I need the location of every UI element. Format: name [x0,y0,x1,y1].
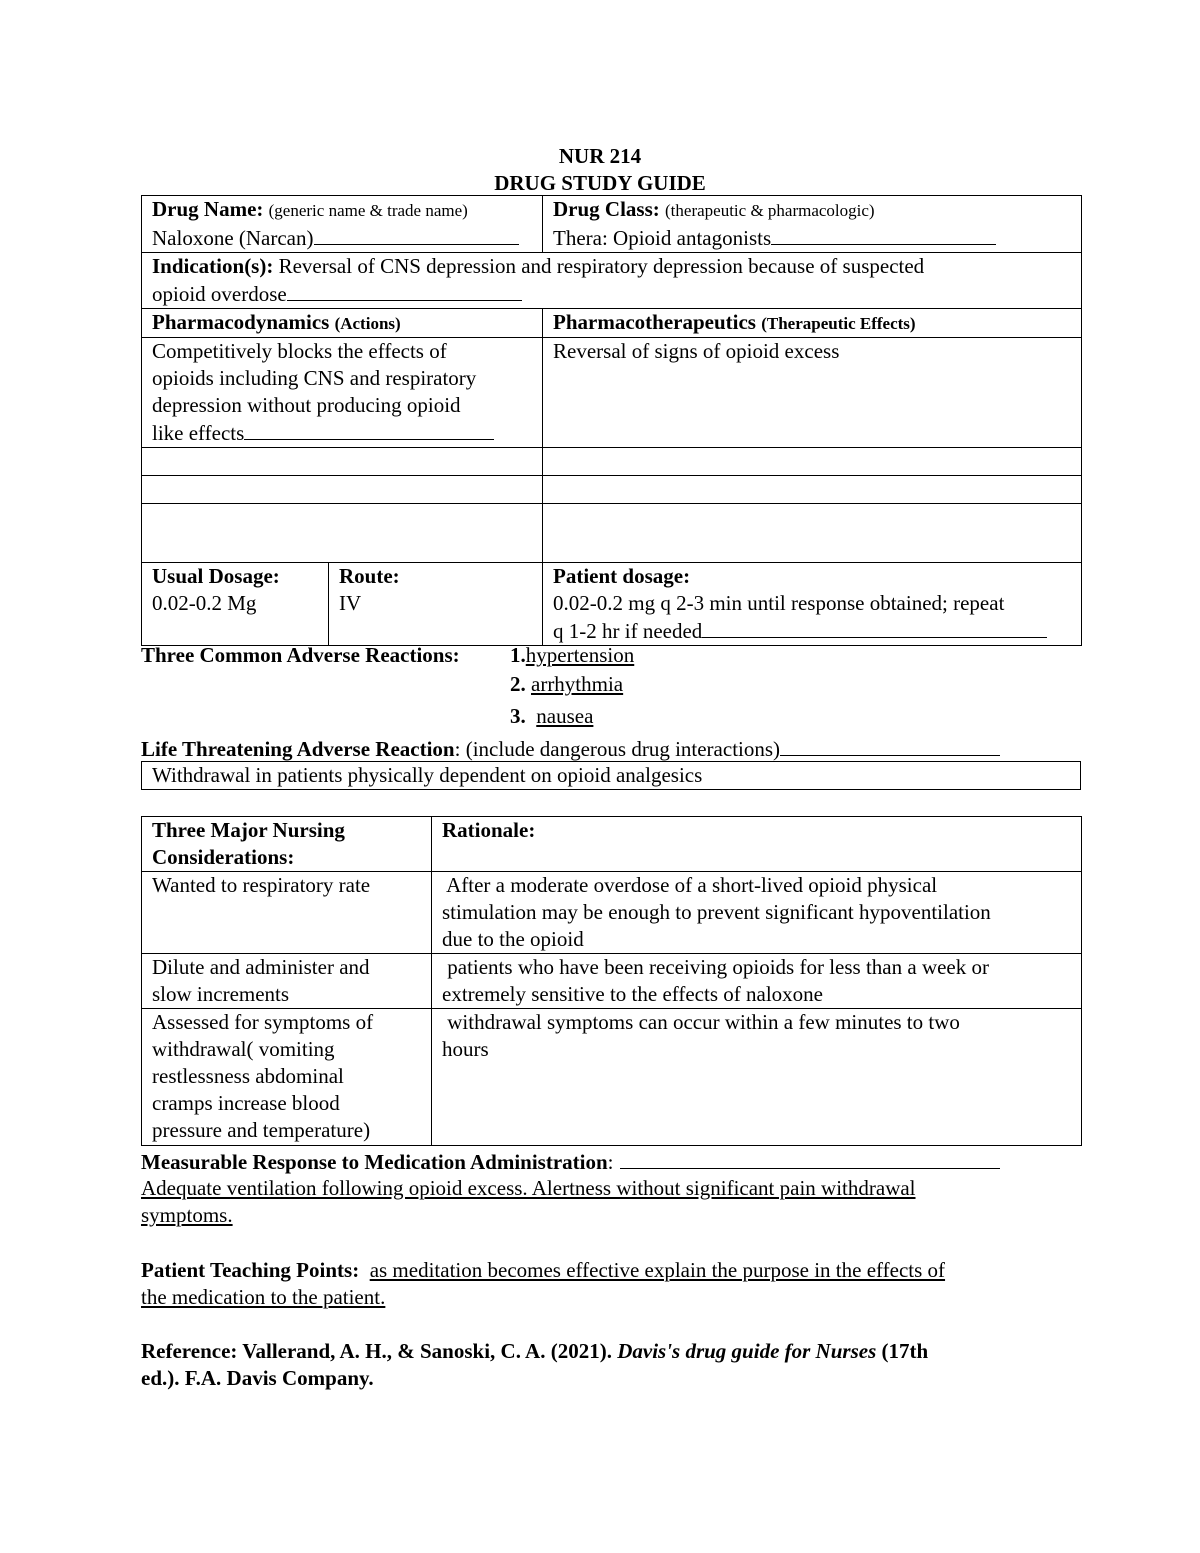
rationale-line: due to the opioid [442,927,584,951]
blank-line [287,280,522,301]
adverse-num: 2. [510,672,526,696]
course-code: NUR 214 [558,144,642,168]
reference-line1 [141,1338,1081,1365]
usual-dosage-cell [142,563,329,646]
blank-line [702,617,1047,638]
blank-line [780,735,1000,756]
drug-name-value: Naloxone (Narcan) [152,226,314,250]
patient-dosage-line1: 0.02-0.2 mg q 2-3 min until response obtained; repeat [553,591,1005,615]
rationale-cell [432,1009,1082,1146]
reference-title: Davis's drug guide for Nurses [617,1339,877,1363]
adverse-reactions-label: Three Common Adverse Reactions: [141,643,460,667]
teaching-points-heading [141,1257,1081,1284]
rationale-line: extremely sensitive to the effects of naloxone [442,982,823,1006]
consideration-line: restlessness abdominal [152,1064,344,1088]
empty-cell [543,448,1082,476]
consideration-cell [142,954,432,1009]
life-threatening-label: Life Threatening Adverse Reaction [141,737,455,761]
pharmacodynamics-hint: (Actions) [334,314,401,333]
drug-info-table [141,195,1082,646]
measurable-response-line1: Adequate ventilation following opioid excess. Alertness without significant pain withdrawal [141,1176,916,1200]
rationale-line: After a moderate overdose of a short-lived opioid physical [442,873,938,897]
route-label: Route: [339,564,400,588]
indication-value-line1: Reversal of CNS depression and respiratory depression because of suspected [278,254,925,278]
pharmacotherapeutics-text: Reversal of signs of opioid excess [553,339,840,363]
rationale-line: hours [442,1037,489,1061]
pharmacotherapeutics-header [543,309,1082,338]
pharmacodynamics-line: Competitively blocks the effects of [152,339,447,363]
consideration-line: withdrawal( vomiting [152,1037,335,1061]
consideration-line: slow increments [152,982,290,1006]
rationale-cell [432,872,1082,954]
usual-dosage-value: 0.02-0.2 Mg [152,591,257,615]
teaching-points-line2: the medication to the patient. [141,1285,386,1309]
patient-dosage-line2: q 1-2 hr if needed [553,619,703,643]
pharmacotherapeutics-label: Pharmacotherapeutics [553,310,756,334]
rationale-cell [432,954,1082,1009]
blank-line [314,224,519,245]
life-threatening-heading [141,735,1081,763]
pharmacodynamics-value [142,338,543,448]
blank-line [244,419,494,440]
drug-class-value: Thera: Opioid antagonists [553,226,772,250]
blank-line [620,1148,1000,1169]
drug-name-label: Drug Name: [152,197,264,221]
rationale-line: withdrawal symptoms can occur within a few minutes to two [442,1010,960,1034]
drug-name-cell [142,196,543,253]
consideration-line: cramps increase blood [152,1091,340,1115]
pharmacodynamics-line: depression without producing opioid [152,393,461,417]
patient-dosage-cell [543,563,1082,646]
life-threatening-value-cell [142,762,1081,790]
pharmacodynamics-label: Pharmacodynamics [152,310,330,334]
life-threatening-table [141,761,1081,790]
adverse-item-3 [510,703,632,730]
nursing-header-cell [142,817,432,872]
patient-dosage-label: Patient dosage: [553,564,691,588]
consideration-line: Wanted to respiratory rate [152,873,371,897]
nursing-table [141,816,1082,1146]
blank-line [771,224,996,245]
life-threatening-value: Withdrawal in patients physically dependent on opioid analgesics [152,763,703,787]
teaching-points-label: Patient Teaching Points: [141,1258,360,1282]
rationale-line: stimulation may be enough to prevent significant hypoventilation [442,900,991,924]
reference-prefix: Reference: Vallerand, A. H., & Sanoski, C. A. (2021). [141,1339,612,1363]
adverse-item-1 [510,642,996,669]
drug-class-cell [543,196,1082,253]
adverse-text: hypertension [525,643,635,667]
teaching-points-line1: as meditation becomes effective explain the purpose in the effects of [369,1258,946,1282]
adverse-text: nausea [536,704,594,728]
empty-cell [142,448,543,476]
adverse-num: 3. [510,704,526,728]
pharmacodynamics-line: opioids including CNS and respiratory [152,366,477,390]
consideration-line: Assessed for symptoms of [152,1010,374,1034]
adverse-item-2 [510,671,951,698]
pharmacodynamics-line: like effects [152,421,245,445]
consideration-cell [142,1009,432,1146]
measurable-response-heading [141,1148,1081,1176]
document-title: DRUG STUDY GUIDE [494,171,706,195]
route-value: IV [339,591,362,615]
consideration-cell [142,872,432,954]
nursing-header-line: Three Major Nursing [152,818,345,842]
consideration-line: Dilute and administer and [152,955,370,979]
empty-cell [543,504,1082,563]
rationale-line: patients who have been receiving opioids for less than a week or [442,955,989,979]
pharmacodynamics-header [142,309,543,338]
reference-line2: ed.). F.A. Davis Company. [141,1366,374,1390]
adverse-text: arrhythmia [531,672,624,696]
usual-dosage-label: Usual Dosage: [152,564,280,588]
life-threatening-hint: : (include dangerous drug interactions) [454,737,781,761]
pharmacotherapeutics-hint: (Therapeutic Effects) [761,314,916,333]
drug-class-label: Drug Class: [553,197,660,221]
rationale-header: Rationale: [442,818,536,842]
empty-cell [543,476,1082,504]
consideration-line: pressure and temperature) [152,1118,371,1142]
nursing-header-line: Considerations: [152,845,295,869]
empty-cell [142,476,543,504]
indication-value-line2: opioid overdose [152,282,287,306]
empty-cell [142,504,543,563]
pharmacotherapeutics-value [543,338,1082,448]
indication-label: Indication(s): [152,254,274,278]
adverse-num: 1. [510,643,526,667]
route-cell [329,563,543,646]
measurable-response-colon: : [607,1150,614,1174]
rationale-header-cell [432,817,1082,872]
drug-name-hint: (generic name & trade name) [268,201,468,220]
indication-cell [142,253,1082,309]
measurable-response-line2: symptoms. [141,1203,233,1227]
reference-suffix: (17th [881,1339,929,1363]
drug-class-hint: (therapeutic & pharmacologic) [665,201,875,220]
measurable-response-label: Measurable Response to Medication Administration [141,1150,608,1174]
